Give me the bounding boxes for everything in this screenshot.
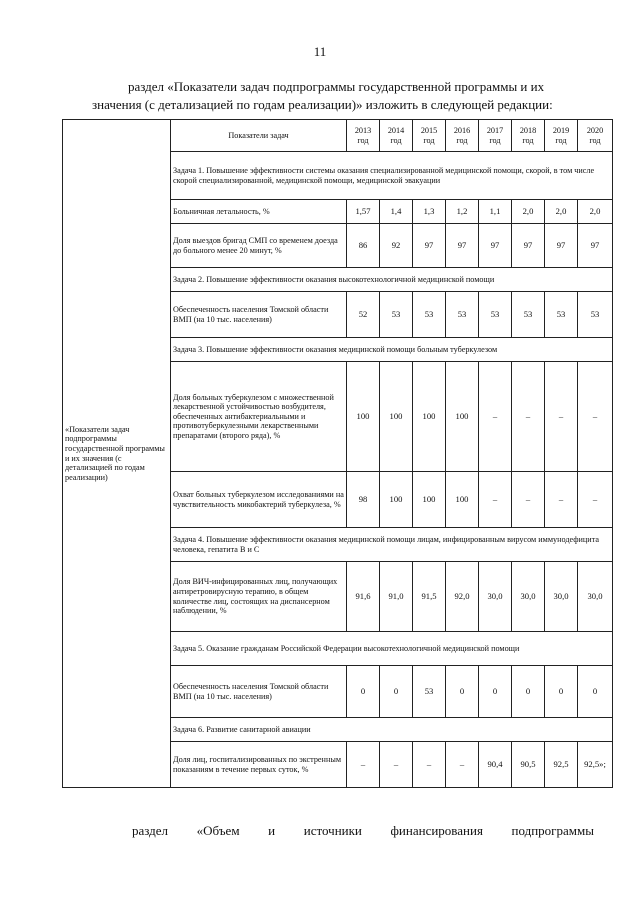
indicator-value: 1,4	[380, 200, 413, 224]
intro-paragraph	[92, 78, 588, 114]
indicator-name: Обеспеченность населения Томской области ВМП (на 10 тыс. населения)	[171, 292, 347, 338]
indicator-value: 91,6	[347, 562, 380, 632]
indicator-value: –	[512, 362, 545, 472]
indicator-value: 2,0	[578, 200, 613, 224]
indicator-value: –	[512, 472, 545, 528]
indicator-value: 53	[380, 292, 413, 338]
indicator-value: 0	[446, 666, 479, 718]
indicator-value: 1,57	[347, 200, 380, 224]
year-header: 2019 год	[545, 120, 578, 152]
indicator-value: 97	[545, 224, 578, 268]
indicator-value: –	[446, 742, 479, 788]
task-heading: Задача 4. Повышение эффективности оказания медицинской помощи лицам, инфицированным вирусом иммунодефицита человека, гепатита В и С	[171, 528, 613, 562]
indicator-value: 92,5	[545, 742, 578, 788]
indicator-value: 100	[446, 362, 479, 472]
indicator-value: 86	[347, 224, 380, 268]
indicator-value: 2,0	[545, 200, 578, 224]
indicator-value: 90,5	[512, 742, 545, 788]
indicator-name: Доля ВИЧ-инфицированных лиц, получающих антиретровирусную терапию, в общем количестве лиц, состоящих на диспансерном наблюдении, %	[171, 562, 347, 632]
year-header: 2014 год	[380, 120, 413, 152]
indicator-value: –	[578, 472, 613, 528]
indicator-value: 97	[578, 224, 613, 268]
indicator-value: –	[545, 472, 578, 528]
footer-word: подпрограммы	[511, 823, 594, 838]
page-number: 11	[313, 44, 327, 59]
year-header: 2015 год	[413, 120, 446, 152]
year-header: 2016 год	[446, 120, 479, 152]
indicator-value: 92,0	[446, 562, 479, 632]
indicator-value: 100	[380, 472, 413, 528]
year-header: 2013 год	[347, 120, 380, 152]
indicator-value: 53	[446, 292, 479, 338]
indicator-value: 53	[479, 292, 512, 338]
indicator-value: 53	[545, 292, 578, 338]
indicator-value: 0	[380, 666, 413, 718]
indicator-value: 30,0	[512, 562, 545, 632]
indicator-value: 97	[413, 224, 446, 268]
indicator-value: 91,5	[413, 562, 446, 632]
side-label: «Показатели задач подпрограммы государственной программы и их значения (с детализацией по годам реализации)	[63, 120, 171, 788]
indicator-value: 0	[578, 666, 613, 718]
indicator-value: 92	[380, 224, 413, 268]
indicator-value: 1,3	[413, 200, 446, 224]
header-indicators-label: Показатели задач	[171, 120, 347, 152]
task-heading: Задача 5. Оказание гражданам Российской Федерации высокотехнологичной медицинской помощи	[171, 632, 613, 666]
footer-word: «Объем	[196, 823, 240, 838]
indicator-value: –	[380, 742, 413, 788]
indicator-value: –	[479, 362, 512, 472]
indicator-value: –	[413, 742, 446, 788]
indicator-name: Доля выездов бригад СМП со временем доезда до больного менее 20 минут, %	[171, 224, 347, 268]
indicator-value: 0	[545, 666, 578, 718]
indicator-value: 0	[347, 666, 380, 718]
indicator-value: 90,4	[479, 742, 512, 788]
indicator-value: 52	[347, 292, 380, 338]
indicator-value: 30,0	[578, 562, 613, 632]
year-header: 2018 год	[512, 120, 545, 152]
indicator-value: 100	[380, 362, 413, 472]
indicator-name: Обеспеченность населения Томской области ВМП (на 10 тыс. населения)	[171, 666, 347, 718]
indicator-value: 30,0	[545, 562, 578, 632]
indicator-name: Больничная летальность, %	[171, 200, 347, 224]
indicator-name: Доля лиц, госпитализированных по экстренным показаниям в течение первых суток, %	[171, 742, 347, 788]
indicator-value: 53	[512, 292, 545, 338]
task-heading: Задача 2. Повышение эффективности оказания высокотехнологичной медицинской помощи	[171, 268, 613, 292]
footer-line	[132, 823, 594, 839]
indicator-value: 97	[479, 224, 512, 268]
task-heading: Задача 1. Повышение эффективности системы оказания специализированной медицинской помощи, скорой, в том числе скорой специализированной, медицинской помощи, медицинской эвакуации	[171, 152, 613, 200]
footer-word: раздел	[132, 823, 169, 838]
indicator-value: 53	[413, 666, 446, 718]
indicator-value: 0	[512, 666, 545, 718]
indicator-value: 100	[413, 472, 446, 528]
indicator-value: 2,0	[512, 200, 545, 224]
task-heading: Задача 6. Развитие санитарной авиации	[171, 718, 613, 742]
indicator-value: –	[479, 472, 512, 528]
intro-line-2: значения (с детализацией по годам реализации)» изложить в следующей редакции:	[92, 97, 553, 112]
indicator-value: –	[545, 362, 578, 472]
footer-word: и	[268, 823, 276, 838]
indicator-value: –	[578, 362, 613, 472]
task-heading: Задача 3. Повышение эффективности оказания медицинской помощи больным туберкулезом	[171, 338, 613, 362]
footer-word: источники	[303, 823, 362, 838]
indicator-value: 1,1	[479, 200, 512, 224]
footer-word: финансирования	[390, 823, 483, 838]
indicator-value: 97	[446, 224, 479, 268]
indicator-name: Охват больных туберкулезом исследованиями на чувствительность микобактерий туберкулеза, %	[171, 472, 347, 528]
indicator-name: Доля больных туберкулезом с множественной лекарственной устойчивостью возбудителя, обеспеченных антибактериальными и противотуберкулезными лекарственными препаратами (второго ряда), %	[171, 362, 347, 472]
indicator-value: –	[347, 742, 380, 788]
indicator-value: 100	[446, 472, 479, 528]
indicator-value: 98	[347, 472, 380, 528]
indicator-value: 97	[512, 224, 545, 268]
indicator-value: 0	[479, 666, 512, 718]
indicator-value: 91,0	[380, 562, 413, 632]
indicator-value: 53	[578, 292, 613, 338]
indicator-value: 92,5»;	[578, 742, 613, 788]
indicator-value: 100	[413, 362, 446, 472]
year-header: 2020 год	[578, 120, 613, 152]
indicator-value: 100	[347, 362, 380, 472]
year-header: 2017 год	[479, 120, 512, 152]
indicator-value: 1,2	[446, 200, 479, 224]
table-header-row	[63, 120, 613, 152]
indicators-table	[62, 119, 613, 788]
indicator-value: 30,0	[479, 562, 512, 632]
indicator-value: 53	[413, 292, 446, 338]
intro-line-1: раздел «Показатели задач подпрограммы государственной программы и их	[128, 79, 545, 94]
